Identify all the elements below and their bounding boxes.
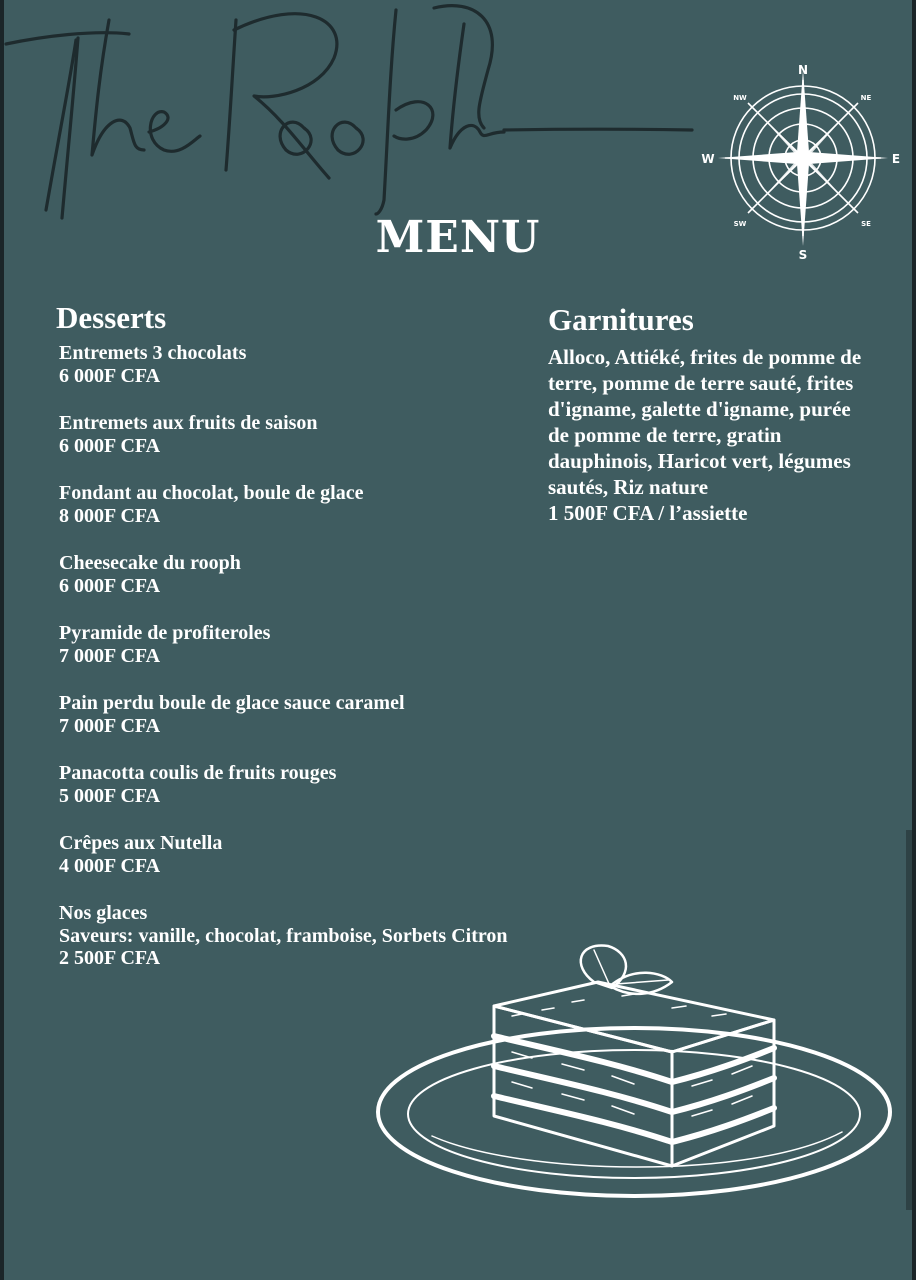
dessert-item bbox=[56, 832, 526, 877]
dessert-item bbox=[56, 622, 526, 667]
dessert-name: Pain perdu boule de glace sauce caramel bbox=[59, 692, 405, 714]
dessert-name: Nos glaces bbox=[59, 902, 148, 924]
svg-text:SE: SE bbox=[861, 220, 871, 228]
scrollbar[interactable] bbox=[906, 830, 912, 1210]
svg-text:N: N bbox=[797, 63, 809, 77]
svg-text:S: S bbox=[798, 248, 808, 262]
the-rooph-logo bbox=[4, 0, 704, 230]
dessert-name: Crêpes aux Nutella bbox=[59, 832, 223, 854]
dessert-item bbox=[56, 692, 526, 737]
svg-text:SW: SW bbox=[733, 220, 747, 228]
desserts-section bbox=[56, 300, 526, 995]
dessert-item bbox=[56, 552, 526, 597]
dessert-item bbox=[56, 482, 526, 527]
dessert-name: Pyramide de profiteroles bbox=[59, 622, 271, 644]
dessert-name: Entremets 3 chocolats bbox=[59, 342, 247, 364]
dessert-item bbox=[56, 412, 526, 457]
dessert-item bbox=[56, 762, 526, 807]
garnitures-list: Alloco, Attiéké, frites de pomme de terre, pomme de terre sauté, frites d'igname, galette d'igname, purée de pomme de terre, gratin dauphinois, Haricot vert, légumes sautés, Riz nature bbox=[548, 345, 862, 499]
dessert-price: 7 000F CFA bbox=[59, 644, 161, 667]
dessert-price: 7 000F CFA bbox=[59, 714, 161, 737]
menu-title: MENU bbox=[375, 212, 541, 263]
garnitures-price: 1 500F CFA / l’assiette bbox=[548, 501, 748, 525]
dessert-price: 8 000F CFA bbox=[59, 504, 161, 527]
svg-text:NW: NW bbox=[733, 94, 747, 102]
svg-text:NE: NE bbox=[860, 94, 872, 102]
garnitures-section bbox=[548, 302, 868, 526]
dessert-name: Panacotta coulis de fruits rouges bbox=[59, 762, 337, 784]
svg-text:W: W bbox=[701, 152, 715, 166]
dessert-price: 4 000F CFA bbox=[59, 854, 161, 877]
dessert-price: 2 500F CFA bbox=[59, 947, 161, 969]
dessert-name: Entremets aux fruits de saison bbox=[59, 412, 318, 434]
garnitures-heading: Garnitures bbox=[548, 302, 694, 337]
desserts-heading: Desserts bbox=[56, 300, 167, 335]
dessert-price: 6 000F CFA bbox=[59, 434, 161, 457]
dessert-price: 6 000F CFA bbox=[59, 574, 161, 597]
dessert-name: Cheesecake du rooph bbox=[59, 552, 241, 574]
dessert-item bbox=[56, 342, 526, 387]
dessert-description: Saveurs: vanille, chocolat, framboise, Sorbets Citron bbox=[59, 924, 508, 947]
svg-text:E: E bbox=[891, 152, 901, 166]
cake-slice-illustration bbox=[372, 936, 892, 1206]
dessert-name: Fondant au chocolat, boule de glace bbox=[59, 482, 364, 504]
dessert-price: 5 000F CFA bbox=[59, 784, 161, 807]
menu-page bbox=[4, 0, 912, 1280]
dessert-price: 6 000F CFA bbox=[59, 364, 161, 387]
